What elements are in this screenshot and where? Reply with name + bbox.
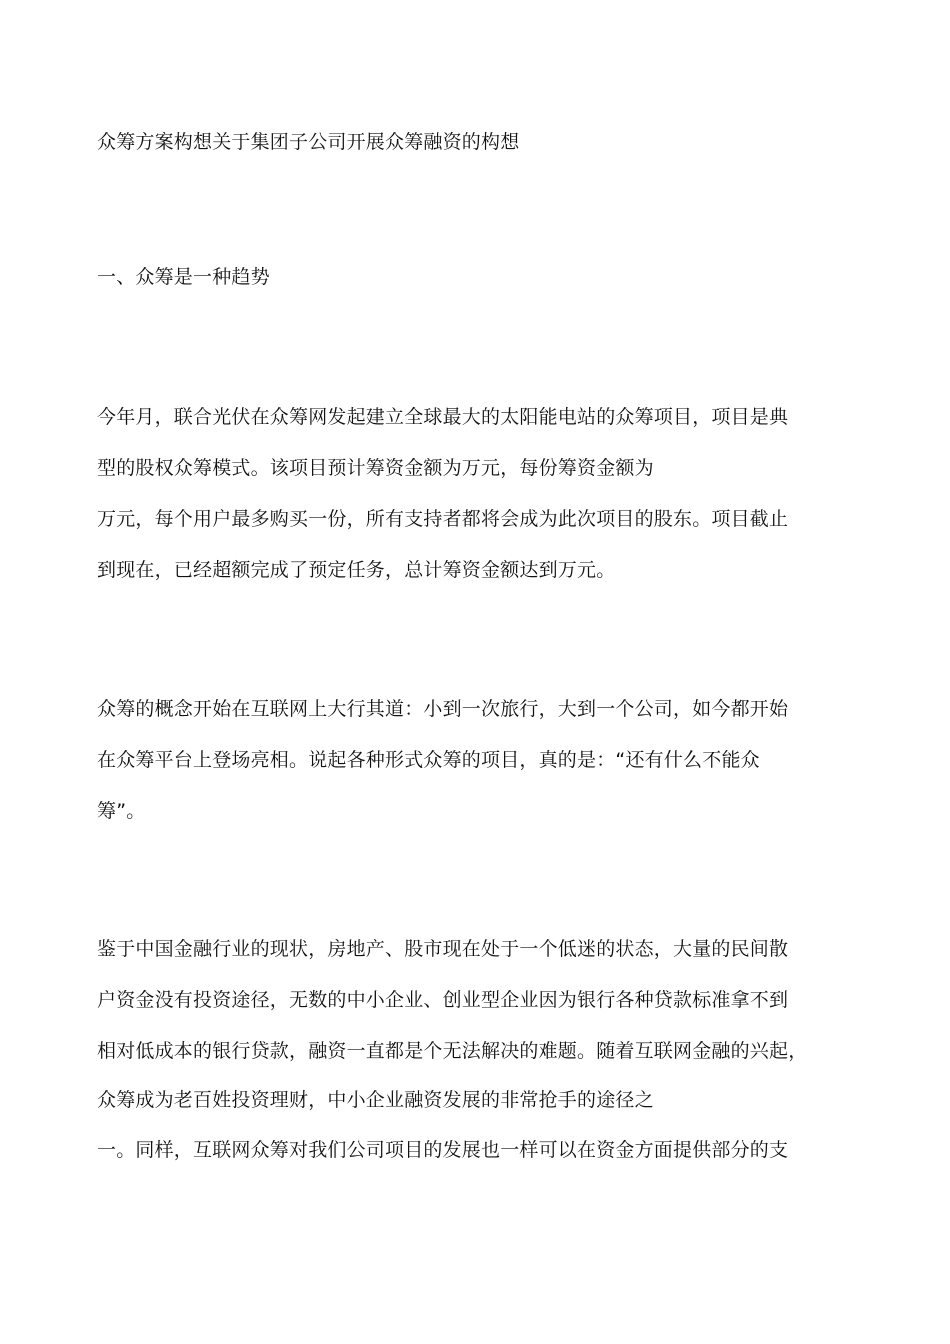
paragraph-2-line-2: 在众筹平台上登场亮相。说起各种形式众筹的项目，真的是：“还有什么不能众	[97, 749, 760, 771]
document-title: 众筹方案构想关于集团子公司开展众筹融资的构想	[97, 131, 520, 153]
paragraph-2-line-1: 众筹的概念开始在互联网上大行其道：小到一次旅行，大到一个公司，如今都开始	[97, 698, 789, 720]
paragraph-1-line-1: 今年月，联合光伏在众筹网发起建立全球最大的太阳能电站的众筹项目，项目是典	[97, 406, 789, 428]
paragraph-3-line-3: 相对低成本的银行贷款，融资一直都是个无法解决的难题。随着互联网金融的兴起，	[97, 1040, 808, 1062]
paragraph-3-line-5: 一。同样，互联网众筹对我们公司项目的发展也一样可以在资金方面提供部分的支	[97, 1139, 789, 1161]
section-heading: 一、众筹是一种趋势	[97, 266, 270, 288]
paragraph-2-line-3: 筹”。	[97, 800, 146, 822]
paragraph-3-line-2: 户资金没有投资途径，无数的中小企业、创业型企业因为银行各种贷款标准拿不到	[97, 989, 789, 1011]
paragraph-1-line-3: 万元，每个用户最多购买一份，所有支持者都将会成为此次项目的股东。项目截止	[97, 508, 789, 530]
paragraph-3-line-1: 鉴于中国金融行业的现状，房地产、股市现在处于一个低迷的状态，大量的民间散	[97, 938, 789, 960]
paragraph-1-line-2: 型的股权众筹模式。该项目预计筹资金额为万元，每份筹资金额为	[97, 457, 654, 479]
paragraph-3-line-4: 众筹成为老百姓投资理财，中小企业融资发展的非常抢手的途径之	[97, 1089, 654, 1111]
paragraph-1-line-4: 到现在，已经超额完成了预定任务，总计筹资金额达到万元。	[97, 559, 616, 581]
